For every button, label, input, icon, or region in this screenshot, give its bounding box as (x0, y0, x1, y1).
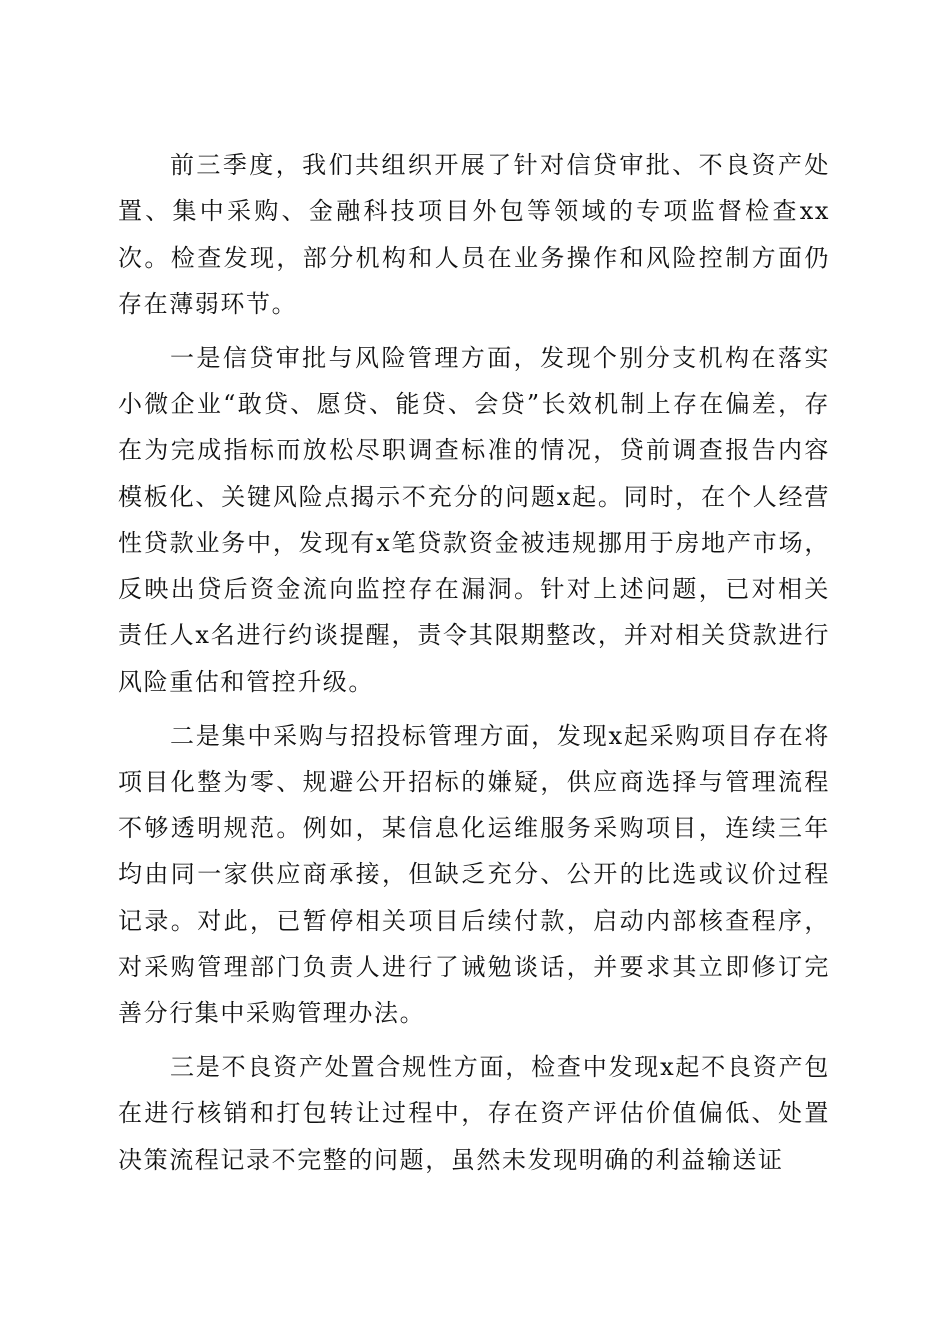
paragraph-procurement: 二是集中采购与招投标管理方面，发现x起采购项目存在将项目化整为零、规避公开招标的嫌疑，供应商选择与管理流程不够透明规范。例如，某信息化运维服务采购项目，连续三年均由同一家供应商承接，但缺乏充分、公开的比选或议价过程记录。对此，已暂停相关项目后续付款，启动内部核查程序，对采购管理部门负责人进行了诫勉谈话，并要求其立即修订完善分行集中采购管理办法。 (118, 721, 830, 1028)
document-body (118, 142, 830, 1191)
paragraph-overview: 前三季度，我们共组织开展了针对信贷审批、不良资产处置、集中采购、金融科技项目外包等领域的专项监督检查xx次。检查发现，部分机构和人员在业务操作和风险控制方面仍存在薄弱环节。 (118, 151, 830, 318)
paragraph-npa-disposal: 三是不良资产处置合规性方面，检查中发现x起不良资产包在进行核销和打包转让过程中，存在资产评估价值偏低、处置决策流程记录不完整的问题，虽然未发现明确的利益输送证 (118, 1053, 830, 1174)
paragraph-credit-approval: 一是信贷审批与风险管理方面，发现个别分支机构在落实小微企业“敢贷、愿贷、能贷、会贷”长效机制上存在偏差，存在为完成指标而放松尽职调查标准的情况，贷前调查报告内容模板化、关键风险点揭示不充分的问题x起。同时，在个人经营性贷款业务中，发现有x笔贷款资金被违规挪用于房地产市场，反映出贷后资金流向监控存在漏洞。针对上述问题，已对相关责任人x名进行约谈提醒，责令其限期整改，并对相关贷款进行风险重估和管控升级。 (118, 343, 830, 696)
